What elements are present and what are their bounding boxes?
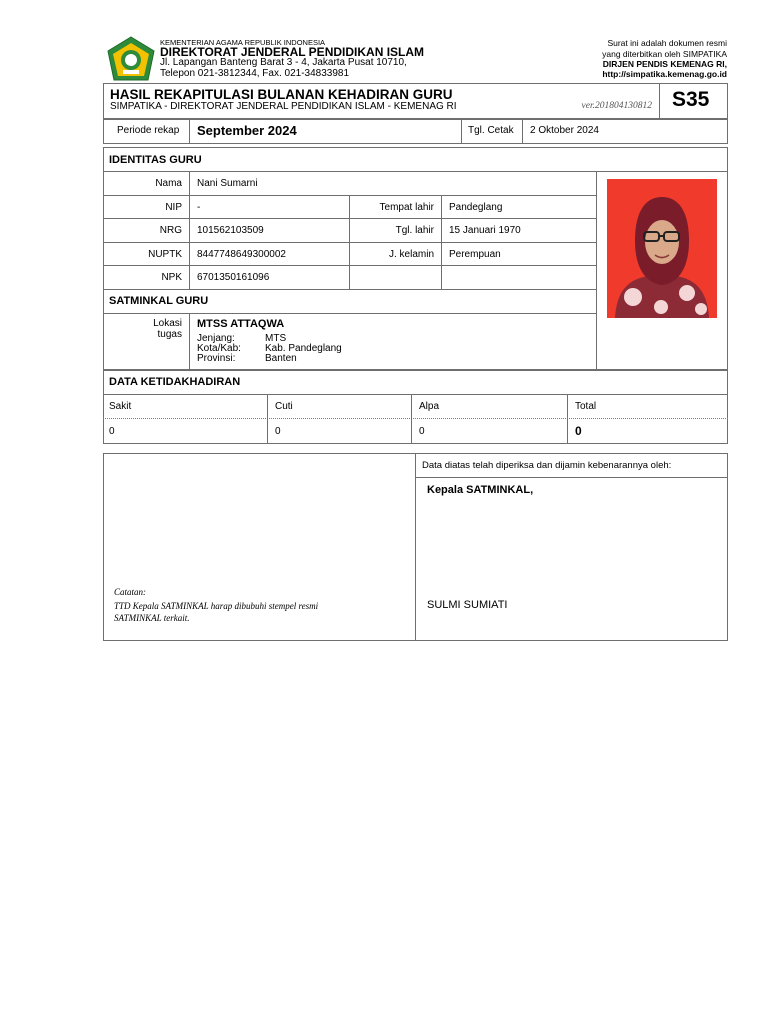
col-total-header: Total	[575, 401, 597, 412]
lokasi-label-1: Lokasi	[153, 318, 182, 329]
notice-url[interactable]: http://simpatika.kemenag.go.id	[602, 69, 727, 79]
nrg-value: 101562103509	[197, 225, 264, 236]
notice-line-2: yang diterbitkan oleh SIMPATIKA	[602, 49, 727, 59]
nama-label: Nama	[155, 178, 182, 189]
col-alpa-header: Alpa	[419, 401, 440, 412]
jenis-kelamin-label: J. kelamin	[388, 249, 434, 260]
ketidakhadiran-heading: DATA KETIDAKHADIRAN	[109, 376, 241, 388]
directorate-name: DIREKTORAT JENDERAL PENDIDIKAN ISLAM	[160, 45, 425, 59]
version-label: ver.201804130812	[581, 101, 652, 111]
kemenag-logo	[106, 36, 156, 82]
tgl-lahir-value: 15 Januari 1970	[449, 225, 521, 236]
nama-value: Nani Sumarni	[197, 178, 258, 189]
total-value: 0	[575, 424, 582, 438]
period-label: Periode rekap	[117, 125, 180, 136]
satminkal-heading: SATMINKAL GURU	[109, 295, 209, 307]
kepala-title: Kepala SATMINKAL,	[427, 484, 534, 496]
cuti-value: 0	[275, 426, 281, 437]
teacher-photo	[607, 179, 717, 318]
npk-label: NPK	[161, 272, 182, 283]
col-cuti-header: Cuti	[275, 401, 293, 412]
nuptk-value: 8447748649300002	[197, 249, 286, 260]
kota-label: Kota/Kab:	[197, 343, 241, 354]
ministry-name: KEMENTERIAN AGAMA REPUBLIK INDONESIA	[160, 38, 326, 47]
note-line-1: TTD Kepala SATMINKAL harap dibubuhi stempel resmi	[114, 601, 319, 611]
verified-statement: Data diatas telah diperiksa dan dijamin kebenarannya oleh:	[422, 460, 672, 471]
lokasi-label-2: tugas	[157, 329, 182, 340]
tgl-lahir-label: Tgl. lahir	[395, 225, 434, 236]
notice-line-1: Surat ini adalah dokumen resmi	[607, 38, 727, 48]
signer-name: SULMI SUMIATI	[427, 599, 508, 611]
kota-value: Kab. Pandeglang	[265, 343, 342, 354]
note-line-2: SATMINKAL terkait.	[114, 613, 190, 623]
note-title: Catatan:	[114, 587, 147, 597]
nuptk-label: NUPTK	[148, 249, 182, 260]
identitas-heading: IDENTITAS GURU	[109, 154, 202, 166]
document-subtitle: SIMPATIKA - DIREKTORAT JENDERAL PENDIDIKAN ISLAM - KEMENAG RI	[110, 101, 457, 112]
tempat-lahir-label: Tempat lahir	[379, 202, 434, 213]
document-title: HASIL REKAPITULASI BULANAN KEHADIRAN GURU	[110, 87, 453, 102]
jenjang-label: Jenjang:	[197, 333, 235, 344]
period-value: September 2024	[197, 123, 297, 138]
phone: Telepon 021-3812344, Fax. 021-34833981	[160, 68, 350, 79]
form-code: S35	[672, 88, 710, 111]
print-date-value: 2 Oktober 2024	[530, 125, 599, 136]
nrg-label: NRG	[159, 225, 182, 236]
address: Jl. Lapangan Banteng Barat 3 - 4, Jakarta Pusat 10710,	[160, 57, 407, 68]
print-date-label: Tgl. Cetak	[468, 125, 514, 136]
jenis-kelamin-value: Perempuan	[449, 249, 501, 260]
alpa-value: 0	[419, 426, 425, 437]
col-sakit-header: Sakit	[109, 401, 132, 412]
notice-line-3: DIRJEN PENDIS KEMENAG RI,	[602, 59, 727, 69]
provinsi-value: Banten	[265, 353, 297, 364]
nip-label: NIP	[165, 202, 182, 213]
provinsi-label: Provinsi:	[197, 353, 236, 364]
sakit-value: 0	[109, 426, 115, 437]
nip-value: -	[197, 202, 201, 213]
npk-value: 6701350161096	[197, 272, 270, 283]
school-name: MTSS ATTAQWA	[197, 318, 285, 330]
jenjang-value: MTS	[265, 333, 287, 344]
tempat-lahir-value: Pandeglang	[449, 202, 503, 213]
